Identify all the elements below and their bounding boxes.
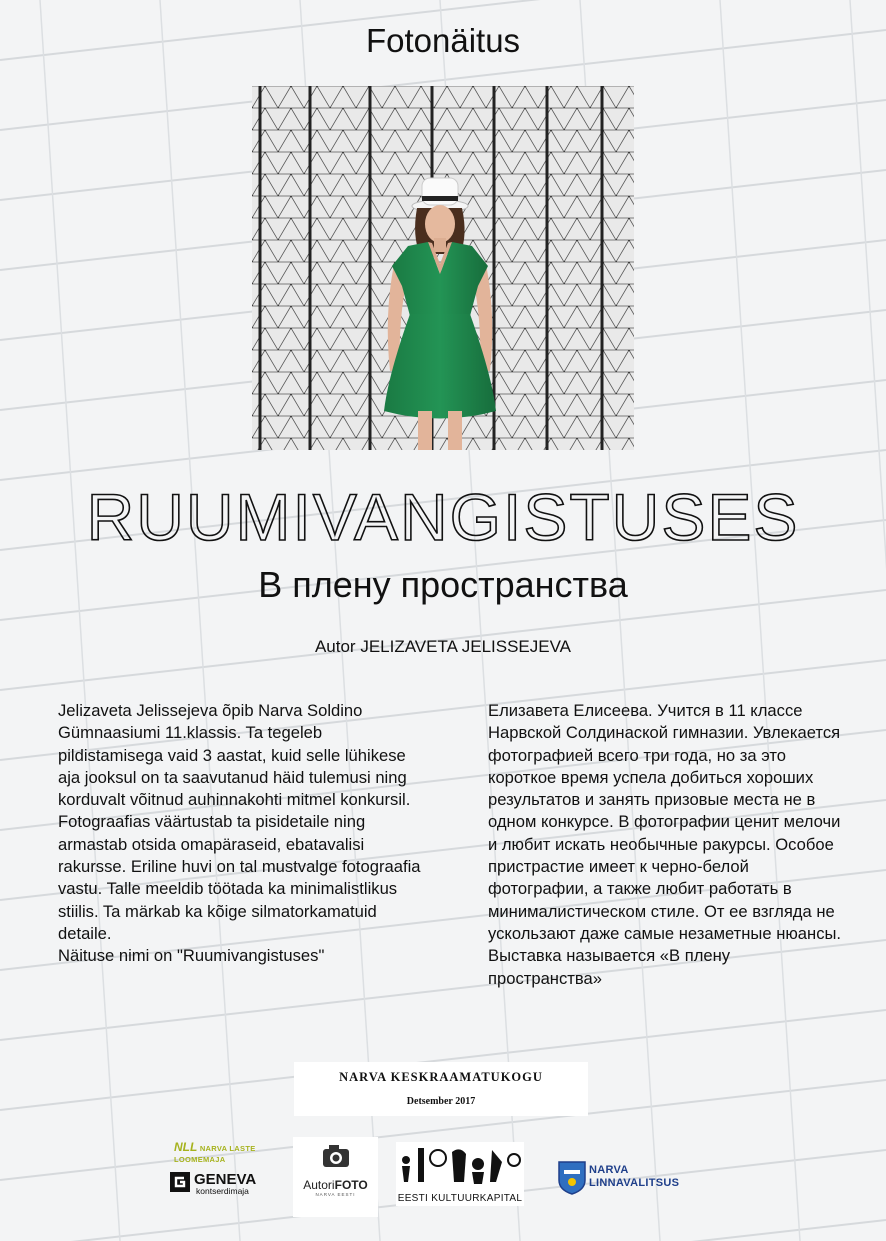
geneva-sub: kontserdimaja — [196, 1186, 249, 1196]
author-prefix: Autor — [314, 637, 356, 656]
venue-date: Detsember 2017 — [406, 1096, 476, 1107]
narva-linnavalitsus-logo — [555, 1160, 695, 1200]
venue-name: NARVA KESKRAAMATUKOGU — [339, 1070, 543, 1084]
venue-box — [294, 1062, 588, 1116]
nll-text: NARVA LASTE LOOMEMAJA — [174, 1144, 256, 1164]
exhibition-title — [0, 478, 886, 559]
exhibition-photo — [252, 86, 634, 450]
exhibition-subtitle-ru: В плену пространства — [258, 564, 628, 605]
narva-line2: LINNAVALITSUS — [589, 1177, 680, 1189]
description-et-closing: Näituse nimi on "Ruumivangistuses" — [58, 946, 325, 966]
author-name: JELIZAVETA JELISSEJEVA — [360, 637, 572, 656]
author-line — [0, 637, 886, 657]
autori-sub: NARVA EESTI — [315, 1192, 356, 1197]
description-et — [58, 700, 428, 968]
narva-coat-of-arms-icon — [557, 1160, 587, 1196]
exhibition-title-text: RUUMIVANGISTUSES — [86, 480, 800, 554]
page-title: Fotonäitus — [365, 22, 521, 59]
ekk-name: EESTI KULTUURKAPITAL — [397, 1193, 523, 1204]
woman-in-green-dress-photo — [252, 86, 634, 450]
camera-icon — [293, 1137, 378, 1171]
narva-text — [589, 1164, 679, 1190]
description-ru — [488, 700, 848, 990]
autori-name — [293, 1178, 378, 1192]
autori-a: Autori — [303, 1178, 335, 1192]
description-et-paragraph: Jelizaveta Jelissejeva õpib Narva Soldino Gümnaasiumi 11.klassis. Ta tegeleb pildistamisega vaid 3 aastat, kuid selle lühikese aja jooksul on ta saavutanud häid tulemusi ning korduvalt võitnud auhinnakohti mitmel konkursil. Fotograafias väärtustab ta pisidetaile ning armastab otsida omapäraseid, ebatavalisi rakursse. Eriline huvi on tal mustvalge fotograafia vastu. Talle meeldib töötada ka minimalistlikus stiilis. Ta märkab ka kõige silmatorkamatuid detaile. — [58, 701, 421, 943]
geneva-logo — [170, 1170, 274, 1196]
nll-mark: NLL — [174, 1140, 198, 1154]
narva-laste-loomemaja-logo — [174, 1140, 274, 1164]
eesti-kultuurkapital-logo — [396, 1142, 524, 1206]
description-ru-paragraph: Елизавета Елисеева. Учится в 11 классе Нарвской Солдинаской гимназии. Увлекается фотографией всего три года, но за это короткое время успела добиться хороших результатов и занять призовые места не в одном конкурсе. В фотографии ценит мелочи и любит искать необычные ракурсы. Особое пристрастие имеет к черно-белой фотографии, а также любит работать в минималистическом стиле. От ее взгляда не ускользают даже самые незаметные нюансы. Выставка называется «В плену пространства» — [488, 701, 842, 988]
narva-line1: NARVA — [589, 1164, 629, 1176]
autori-b: FOTO — [334, 1178, 368, 1192]
autorifoto-logo — [293, 1137, 378, 1217]
geneva-name: GENEVA — [194, 1171, 257, 1188]
culture-figures-icon — [396, 1142, 524, 1188]
